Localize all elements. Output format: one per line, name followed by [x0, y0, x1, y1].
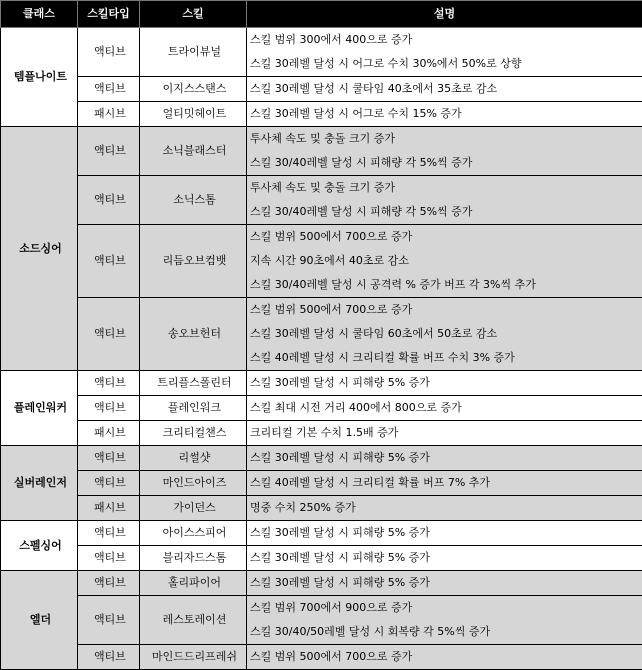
description-line: 스킬 30레벨 달성 시 피해량 5% 증가	[250, 521, 642, 545]
header-class: 클래스	[1, 1, 78, 28]
description-line: 스킬 범위 500에서 700으로 증가	[250, 225, 642, 249]
header-skill-type: 스킬타입	[78, 1, 140, 28]
skill-name-cell: 레스토레이션	[140, 596, 247, 645]
description-cell	[247, 571, 642, 596]
skill-name-cell: 소닉블래스터	[140, 127, 247, 176]
class-group	[1, 127, 642, 371]
skill-name-cell: 마인드아이즈	[140, 471, 247, 496]
table-row	[1, 127, 642, 176]
table-row	[1, 396, 642, 421]
description-line: 스킬 범위 700에서 900으로 증가	[250, 596, 642, 620]
description-line: 크리티컬 기본 수치 1.5배 증가	[250, 421, 642, 445]
header-skill: 스킬	[140, 1, 247, 28]
skill-type-cell: 패시브	[78, 496, 140, 521]
table-row	[1, 571, 642, 596]
skill-name-cell: 소닉스톰	[140, 176, 247, 225]
description-line: 스킬 30레벨 달성 시 피해량 5% 증가	[250, 446, 642, 470]
table-row	[1, 371, 642, 396]
table-row	[1, 102, 642, 127]
skill-name-cell: 송오브헌터	[140, 298, 247, 371]
skill-type-cell: 액티브	[78, 471, 140, 496]
description-line: 스킬 범위 500에서 700으로 증가	[250, 298, 642, 322]
description-line: 스킬 30레벨 달성 시 어그로 수치 30%에서 50%로 상향	[250, 52, 642, 76]
class-group	[1, 571, 642, 670]
skill-type-cell: 액티브	[78, 446, 140, 471]
skill-type-cell: 액티브	[78, 77, 140, 102]
class-name-cell: 실버레인저	[1, 446, 78, 521]
class-name-cell: 템플나이트	[1, 28, 78, 127]
description-cell	[247, 446, 642, 471]
skill-type-cell: 액티브	[78, 596, 140, 645]
description-cell	[247, 298, 642, 371]
description-line: 명중 수치 250% 증가	[250, 496, 642, 520]
skill-name-cell: 가이던스	[140, 496, 247, 521]
skill-type-cell: 액티브	[78, 396, 140, 421]
class-group	[1, 28, 642, 127]
description-line: 스킬 30레벨 달성 시 피해량 5% 증가	[250, 371, 642, 395]
description-cell	[247, 102, 642, 127]
header-description: 설명	[247, 1, 642, 28]
description-cell	[247, 421, 642, 446]
skill-name-cell: 리듬오브컴뱃	[140, 225, 247, 298]
skill-type-cell: 패시브	[78, 421, 140, 446]
description-line: 스킬 40레벨 달성 시 크리티컬 확률 버프 수치 3% 증가	[250, 346, 642, 370]
description-cell	[247, 28, 642, 77]
table-row	[1, 546, 642, 571]
skill-name-cell: 트라이뷰널	[140, 28, 247, 77]
skill-type-cell: 액티브	[78, 546, 140, 571]
description-line: 투사체 속도 및 충돌 크기 증가	[250, 127, 642, 151]
skill-type-cell: 액티브	[78, 225, 140, 298]
table-row	[1, 446, 642, 471]
table-row	[1, 496, 642, 521]
description-line: 스킬 40레벨 달성 시 크리티컬 확률 버프 7% 추가	[250, 471, 642, 495]
description-line: 지속 시간 90초에서 40초로 감소	[250, 249, 642, 273]
skill-name-cell: 아이스스피어	[140, 521, 247, 546]
table-row	[1, 421, 642, 446]
description-line: 스킬 30/40레벨 달성 시 피해량 각 5%씩 증가	[250, 200, 642, 224]
description-line: 스킬 30레벨 달성 시 쿨타임 60초에서 50초로 감소	[250, 322, 642, 346]
table-row	[1, 521, 642, 546]
skill-name-cell: 플레인워크	[140, 396, 247, 421]
description-line: 스킬 30레벨 달성 시 피해량 5% 증가	[250, 571, 642, 595]
description-line: 스킬 최대 시전 거리 400에서 800으로 증가	[250, 396, 642, 420]
table-row	[1, 225, 642, 298]
skill-type-cell: 액티브	[78, 127, 140, 176]
class-name-cell: 소드싱어	[1, 127, 78, 371]
description-line: 스킬 30/40레벨 달성 시 피해량 각 5%씩 증가	[250, 151, 642, 175]
class-group	[1, 371, 642, 446]
skill-name-cell: 트리플스폴린터	[140, 371, 247, 396]
description-line: 스킬 범위 300에서 400으로 증가	[250, 28, 642, 52]
description-cell	[247, 645, 642, 670]
skill-type-cell: 액티브	[78, 28, 140, 77]
table-row	[1, 645, 642, 670]
description-cell	[247, 546, 642, 571]
description-line: 스킬 30레벨 달성 시 쿨타임 40초에서 35초로 감소	[250, 77, 642, 101]
class-group	[1, 446, 642, 521]
class-name-cell: 플레인워커	[1, 371, 78, 446]
skill-name-cell: 마인드드리프레쉬	[140, 645, 247, 670]
description-cell	[247, 496, 642, 521]
description-cell	[247, 596, 642, 645]
skill-name-cell: 크리티컬챈스	[140, 421, 247, 446]
description-line: 스킬 30레벨 달성 시 어그로 수치 15% 증가	[250, 102, 642, 126]
table-row	[1, 176, 642, 225]
skill-name-cell: 이지스스탠스	[140, 77, 247, 102]
description-cell	[247, 371, 642, 396]
skill-type-cell: 패시브	[78, 102, 140, 127]
class-name-cell: 스펠싱어	[1, 521, 78, 571]
skill-type-cell: 액티브	[78, 176, 140, 225]
skill-type-cell: 액티브	[78, 521, 140, 546]
table-row	[1, 471, 642, 496]
skill-name-cell: 홀리파이어	[140, 571, 247, 596]
description-cell	[247, 521, 642, 546]
table-row	[1, 77, 642, 102]
skill-name-cell: 얼티밋헤이트	[140, 102, 247, 127]
description-line: 스킬 30레벨 달성 시 피해량 5% 증가	[250, 546, 642, 570]
description-cell	[247, 396, 642, 421]
skill-type-cell: 액티브	[78, 298, 140, 371]
description-cell	[247, 77, 642, 102]
table-row	[1, 28, 642, 77]
class-name-cell: 엘더	[1, 571, 78, 670]
description-cell	[247, 127, 642, 176]
skill-type-cell: 액티브	[78, 645, 140, 670]
description-cell	[247, 471, 642, 496]
class-group	[1, 521, 642, 571]
header-row	[1, 1, 642, 28]
skill-type-cell: 액티브	[78, 371, 140, 396]
table-row	[1, 596, 642, 645]
description-line: 스킬 범위 500에서 700으로 증가	[250, 645, 642, 669]
skill-type-cell: 액티브	[78, 571, 140, 596]
skill-name-cell: 리썰샷	[140, 446, 247, 471]
table-row	[1, 298, 642, 371]
description-line: 스킬 30/40/50레벨 달성 시 회복량 각 5%씩 증가	[250, 620, 642, 644]
description-line: 투사체 속도 및 충돌 크기 증가	[250, 176, 642, 200]
description-line: 스킬 30/40레벨 달성 시 공격력 % 증가 버프 각 3%씩 추가	[250, 273, 642, 297]
description-cell	[247, 176, 642, 225]
skill-name-cell: 블리자드스톰	[140, 546, 247, 571]
description-cell	[247, 225, 642, 298]
